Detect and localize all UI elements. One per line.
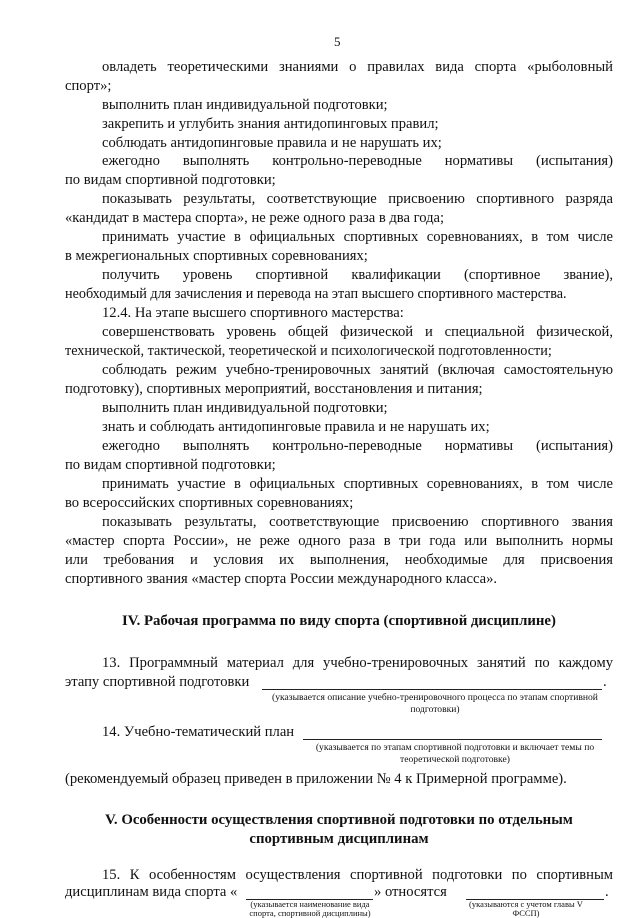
paragraph-line: показывать результаты, соответствующие присвоению спортивного звания — [102, 514, 613, 530]
paragraph-line: закрепить и углубить знания антидопинговых правил; — [102, 116, 439, 132]
paragraph-line: 13. Программный материал для учебно-тренировочных занятий по каждому — [102, 655, 613, 671]
paragraph-line: выполнить план индивидуальной подготовки; — [102, 97, 388, 113]
period: . — [603, 674, 607, 690]
section-heading: спортивным дисциплинам — [249, 831, 429, 847]
paragraph-line: » относятся — [374, 884, 447, 900]
paragraph-line: принимать участие в официальных спортивных соревнованиях, в том числе — [102, 229, 613, 245]
paragraph-line: этапу спортивной подготовки — [65, 674, 250, 690]
paragraph-line: ежегодно выполнять контрольно-переводные нормативы (испытания) — [102, 438, 613, 454]
paragraph-line: ежегодно выполнять контрольно-переводные нормативы (испытания) — [102, 153, 613, 169]
paragraph-line: «мастер спорта России», не реже одного раза в три года или выполнить нормы — [65, 533, 613, 549]
paragraph-line: по видам спортивной подготовки; — [65, 457, 276, 473]
section-heading: V. Особенности осуществления спортивной подготовки по отдельным — [105, 812, 573, 828]
paragraph-line: соблюдать режим учебно-тренировочных занятий (включая самостоятельную — [102, 362, 613, 378]
paragraph-line: подготовку), спортивных мероприятий, восстановления и питания; — [65, 381, 483, 397]
paragraph-line: «кандидат в мастера спорта», не реже одного раза в два года; — [65, 210, 445, 226]
paragraph-line: соблюдать антидопинговые правила и не нарушать их; — [102, 135, 442, 151]
paragraph-line: дисциплинам вида спорта « — [65, 884, 238, 900]
blank-line — [303, 739, 602, 740]
paragraph-line: совершенствовать уровень общей физической и специальной физической, — [102, 324, 613, 340]
period: . — [605, 884, 609, 900]
paragraph-line: технической, тактической, теоретической и психологической подготовленности; — [65, 343, 552, 359]
blank-line — [262, 689, 602, 690]
paragraph-line: (рекомендуемый образец приведен в приложении № 4 к Примерной программе). — [65, 771, 567, 787]
paragraph-line: во всероссийских спортивных соревнованиях; — [65, 495, 354, 511]
section-heading: IV. Рабочая программа по виду спорта (спортивной дисциплине) — [122, 613, 556, 629]
paragraph-line: 15. К особенностям осуществления спортивной подготовки по спортивным — [102, 867, 613, 883]
field-hint: (указывается по этапам спортивной подготовки и включает темы по теоретической подготовке) — [315, 742, 595, 765]
paragraph-line: или требования и условия их выполнения, необходимые для присвоения — [65, 552, 613, 568]
paragraph-line: овладеть теоретическими знаниями о правилах вида спорта «рыболовный — [102, 59, 613, 75]
paragraph-line: принимать участие в официальных спортивных соревнованиях, в том числе — [102, 476, 613, 492]
paragraph-line: выполнить план индивидуальной подготовки; — [102, 400, 388, 416]
paragraph-line: получить уровень спортивной квалификации (спортивное звание), — [102, 267, 613, 283]
field-hint: (указывается описание учебно-тренировочного процесса по этапам спортивной подготовки) — [272, 692, 598, 715]
paragraph-line: в межрегиональных спортивных соревнованиях; — [65, 248, 368, 264]
page-number: 5 — [334, 34, 341, 49]
paragraph-line: показывать результаты, соответствующие присвоению спортивного разряда — [102, 191, 613, 207]
paragraph-line: спортивного звания «мастер спорта России международного класса». — [65, 571, 498, 587]
paragraph-line: по видам спортивной подготовки; — [65, 172, 276, 188]
paragraph-line: спорт»; — [65, 78, 112, 94]
field-hint: (указываются с учетом главы V ФССП) — [469, 899, 583, 918]
field-hint: (указывается наименование вида спорта, спортивной дисциплины) — [249, 899, 371, 918]
paragraph-line: знать и соблюдать антидопинговые правила и не нарушать их; — [102, 419, 490, 435]
paragraph-line: необходимый для зачисления и перевода на этап высшего спортивного мастерства. — [65, 286, 567, 302]
paragraph-line: 14. Учебно-тематический план — [102, 724, 295, 740]
paragraph-line: 12.4. На этапе высшего спортивного мастерства: — [102, 305, 404, 321]
